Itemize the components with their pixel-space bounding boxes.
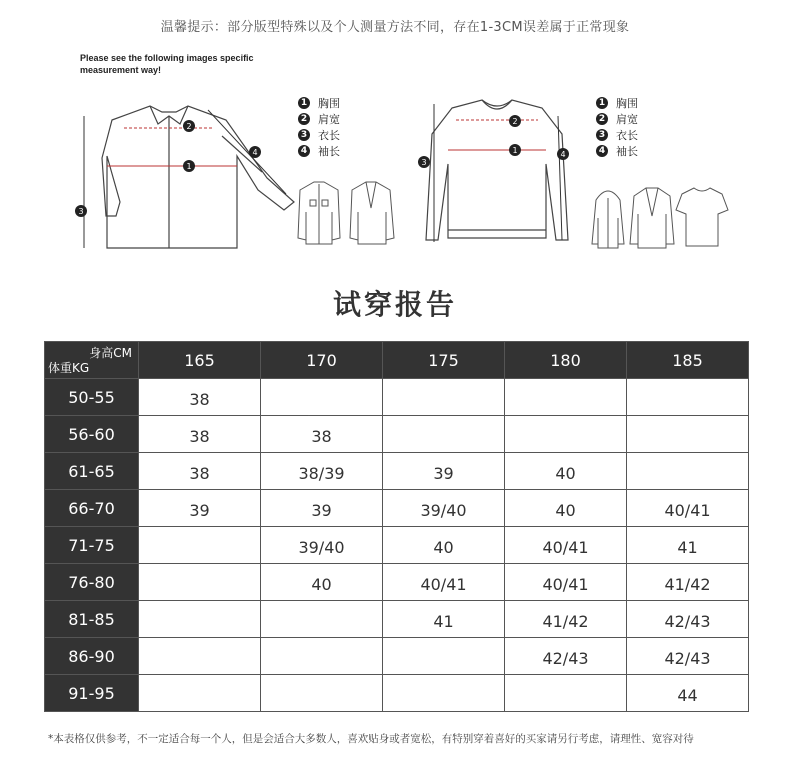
svg-text:4: 4 <box>252 148 258 157</box>
legend-item <box>298 111 340 127</box>
table-row <box>45 453 749 490</box>
legend-label: 衣长 <box>318 129 340 142</box>
legend-sweater <box>596 95 638 159</box>
svg-text:3: 3 <box>421 158 427 167</box>
weight-cell: 81-85 <box>45 601 139 638</box>
size-cell: 40 <box>261 564 383 601</box>
size-cell <box>139 638 261 675</box>
legend-item <box>298 127 340 143</box>
legend-label: 袖长 <box>318 145 340 158</box>
measurement-intro <box>80 52 320 76</box>
garment-icons <box>590 182 730 252</box>
size-cell <box>139 601 261 638</box>
size-cell <box>261 379 383 416</box>
svg-text:4: 4 <box>560 150 566 159</box>
size-cell: 39/40 <box>261 527 383 564</box>
size-cell: 40 <box>383 527 505 564</box>
size-cell: 39/40 <box>383 490 505 527</box>
table-row <box>45 638 749 675</box>
size-table <box>44 341 749 712</box>
size-cell: 42/43 <box>627 638 749 675</box>
legend-label: 胸围 <box>318 97 340 110</box>
number-badge: 2 <box>596 113 608 125</box>
size-cell: 41/42 <box>627 564 749 601</box>
size-cell <box>627 453 749 490</box>
number-badge: 2 <box>298 113 310 125</box>
table-header-row <box>45 342 749 379</box>
report-title: 试穿报告 <box>332 288 457 321</box>
size-cell <box>383 638 505 675</box>
size-cell: 39 <box>261 490 383 527</box>
legend-label: 肩宽 <box>616 113 638 126</box>
weight-axis-label: 体重KG <box>48 361 90 375</box>
size-cell: 40/41 <box>505 527 627 564</box>
weight-cell: 56-60 <box>45 416 139 453</box>
weight-cell: 71-75 <box>45 527 139 564</box>
size-cell: 40/41 <box>505 564 627 601</box>
weight-cell: 50-55 <box>45 379 139 416</box>
height-axis-label: 身高CM <box>89 346 132 360</box>
number-badge: 3 <box>298 129 310 141</box>
legend-label: 袖长 <box>616 145 638 158</box>
number-badge: 3 <box>596 129 608 141</box>
disclaimer-note: *本表格仅供参考，不一定适合每一个人，但是会适合大多数人，喜欢贴身或者宽松，有特别穿着喜好的买家请另行考虑，请理性、宽容对待 <box>48 733 694 745</box>
weight-cell: 86-90 <box>45 638 139 675</box>
size-cell: 40/41 <box>383 564 505 601</box>
size-cell <box>261 675 383 712</box>
weight-cell: 61-65 <box>45 453 139 490</box>
size-cell <box>505 675 627 712</box>
table-row <box>45 527 749 564</box>
legend-label: 胸围 <box>616 97 638 110</box>
svg-text:2: 2 <box>512 117 518 126</box>
table-body <box>45 379 749 712</box>
number-badge: 4 <box>596 145 608 157</box>
size-cell <box>383 675 505 712</box>
measurement-intro-line2: measurement way! <box>80 65 162 75</box>
size-cell <box>139 527 261 564</box>
shirt-measurement-illustration <box>72 98 302 258</box>
size-cell: 42/43 <box>627 601 749 638</box>
size-cell: 42/43 <box>505 638 627 675</box>
weight-cell: 66-70 <box>45 490 139 527</box>
measurement-intro-line1: Please see the following images specific <box>80 53 254 63</box>
size-cell: 38 <box>139 453 261 490</box>
svg-text:1: 1 <box>512 146 518 155</box>
size-cell: 38 <box>261 416 383 453</box>
size-cell: 39 <box>383 453 505 490</box>
size-cell: 38/39 <box>261 453 383 490</box>
svg-text:3: 3 <box>78 207 84 216</box>
table-row <box>45 564 749 601</box>
size-cell <box>627 416 749 453</box>
size-cell: 40/41 <box>627 490 749 527</box>
weight-cell: 91-95 <box>45 675 139 712</box>
size-cell: 44 <box>627 675 749 712</box>
legend-item <box>298 95 340 111</box>
size-cell: 40 <box>505 490 627 527</box>
number-badge: 4 <box>298 145 310 157</box>
svg-text:2: 2 <box>186 122 192 131</box>
size-cell <box>505 379 627 416</box>
legend-item <box>596 143 638 159</box>
height-header: 170 <box>261 342 383 379</box>
size-cell <box>627 379 749 416</box>
legend-label: 肩宽 <box>318 113 340 126</box>
table-row <box>45 416 749 453</box>
legend-label: 衣长 <box>616 129 638 142</box>
height-header: 175 <box>383 342 505 379</box>
height-header: 165 <box>139 342 261 379</box>
size-cell: 41 <box>383 601 505 638</box>
number-badge: 1 <box>298 97 310 109</box>
size-cell <box>261 601 383 638</box>
size-cell: 40 <box>505 453 627 490</box>
number-badge: 1 <box>596 97 608 109</box>
table-row <box>45 379 749 416</box>
legend-item <box>298 143 340 159</box>
size-cell <box>261 638 383 675</box>
legend-item <box>596 127 638 143</box>
header-note: 温馨提示：部分版型特殊以及个人测量方法不同，存在1-3CM误差属于正常现象 <box>160 20 630 35</box>
size-cell: 38 <box>139 416 261 453</box>
size-cell <box>505 416 627 453</box>
size-cell: 41/42 <box>505 601 627 638</box>
size-cell <box>139 564 261 601</box>
table-corner-header <box>45 342 139 379</box>
legend-item <box>596 95 638 111</box>
table-row <box>45 490 749 527</box>
size-cell: 39 <box>139 490 261 527</box>
table-row <box>45 601 749 638</box>
sweater-measurement-illustration <box>412 94 582 254</box>
size-cell: 41 <box>627 527 749 564</box>
height-header: 180 <box>505 342 627 379</box>
weight-cell: 76-80 <box>45 564 139 601</box>
svg-text:1: 1 <box>186 162 192 171</box>
size-cell <box>383 416 505 453</box>
size-cell <box>139 675 261 712</box>
jacket-icons <box>292 178 402 250</box>
height-header: 185 <box>627 342 749 379</box>
size-cell <box>383 379 505 416</box>
size-cell: 38 <box>139 379 261 416</box>
legend-item <box>596 111 638 127</box>
legend-shirt <box>298 95 340 159</box>
table-row <box>45 675 749 712</box>
